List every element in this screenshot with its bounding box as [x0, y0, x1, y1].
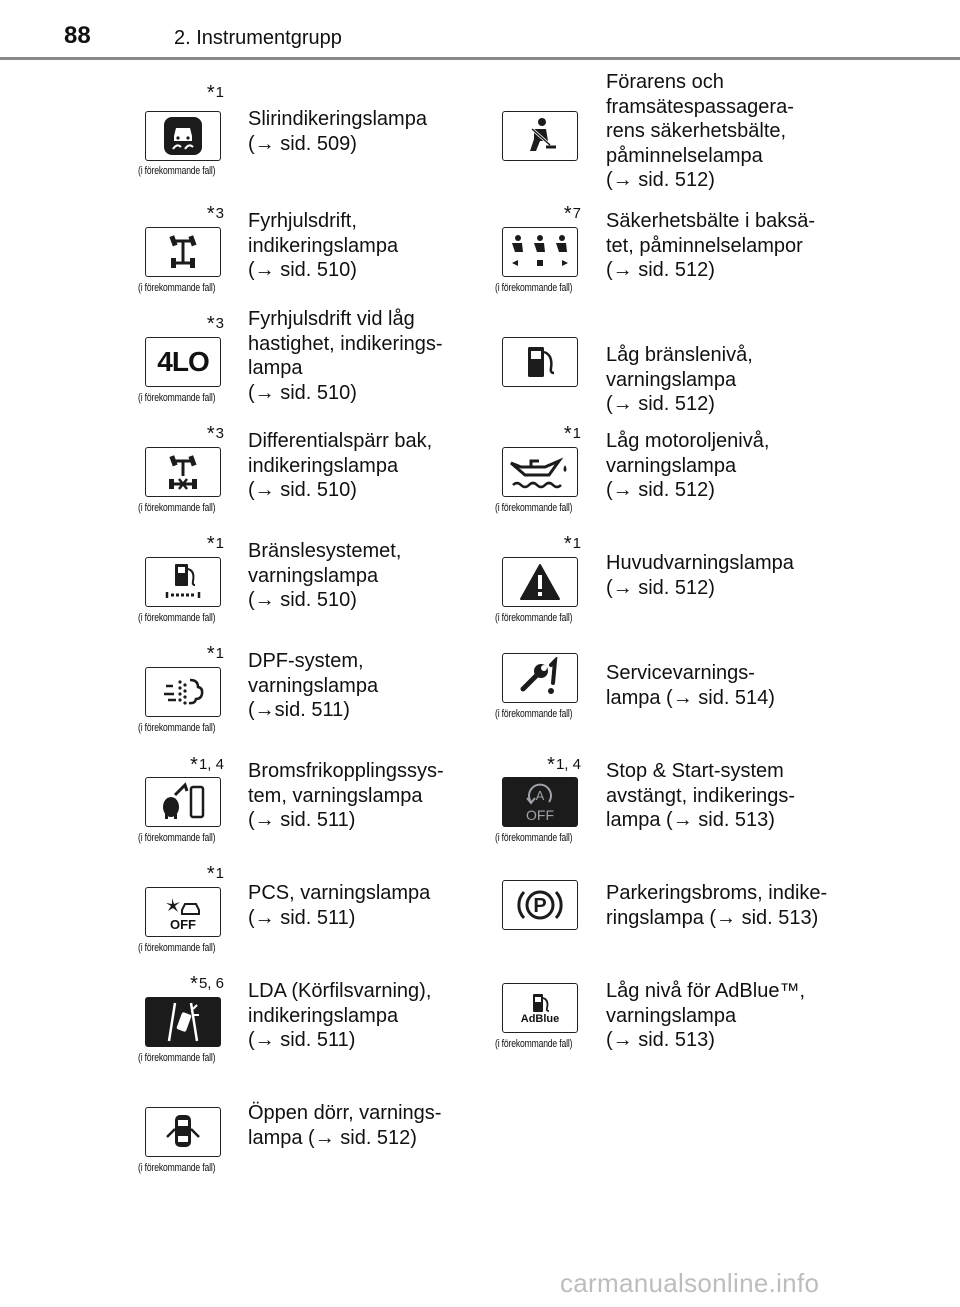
caption: (i förekommande fall)	[138, 1052, 216, 1064]
description: LDA (Körfilsvarning), indikeringslampa (→ sid. 511)	[248, 980, 432, 1051]
caption: (i förekommande fall)	[495, 832, 573, 844]
description: Låg bränslenivå, varningslampa (→ sid. 512)	[606, 344, 753, 415]
caption: (i förekommande fall)	[138, 832, 216, 844]
description: Servicevarnings- lampa (→ sid. 514)	[606, 662, 775, 709]
description: Slirindikeringslampa (→ sid. 509)	[248, 108, 427, 155]
footnote-marker: *1	[206, 863, 224, 885]
caption: (i förekommande fall)	[138, 165, 216, 177]
4lo-icon: 4LO	[145, 337, 221, 387]
footnote-marker: *3	[206, 423, 224, 445]
rear-diff-lock-icon	[145, 447, 221, 497]
description: PCS, varningslampa (→ sid. 511)	[248, 882, 431, 929]
brake-override-icon	[145, 777, 221, 827]
description: Parkeringsbroms, indike- ringslampa (→ sid. 513)	[606, 882, 828, 929]
rear-seatbelt-icon	[502, 227, 578, 277]
caption: (i förekommande fall)	[495, 708, 573, 720]
footnote-marker: *3	[206, 203, 224, 225]
page-number: 88	[64, 22, 91, 49]
pcs-off-icon: OFF	[145, 887, 221, 937]
seatbelt-icon	[502, 111, 578, 161]
description: Differentialspärr bak, indikeringslampa (→ sid. 510)	[248, 430, 433, 501]
description: Säkerhetsbälte i baksä- tet, påminnelselampor (→ sid. 512)	[606, 210, 816, 281]
caption: (i förekommande fall)	[138, 1162, 216, 1174]
description: Förarens och framsätespassagera- rens säkerhetsbälte, påminnelselampa (→ sid. 512)	[606, 71, 794, 191]
footnote-marker: *1	[206, 533, 224, 555]
watermark: carmanualsonline.info	[560, 1268, 820, 1298]
footnote-marker: *1, 4	[547, 754, 581, 776]
description: Fyrhjulsdrift vid låg hastighet, indikerings- lampa (→ sid. 510)	[248, 308, 443, 404]
page-header	[0, 0, 960, 60]
footnote-marker: *1	[206, 643, 224, 665]
svg-text:A: A	[535, 788, 545, 803]
description: Fyrhjulsdrift, indikeringslampa (→ sid. 510)	[248, 210, 399, 281]
description: Stop & Start-system avstängt, indikerings- lampa (→ sid. 513)	[606, 760, 795, 831]
svg-text:P: P	[533, 895, 547, 917]
description: Öppen dörr, varnings- lampa (→ sid. 512)	[248, 1102, 442, 1149]
caption: (i förekommande fall)	[138, 722, 216, 734]
caption: (i förekommande fall)	[138, 942, 216, 954]
low-oil-icon	[502, 447, 578, 497]
caption: (i förekommande fall)	[495, 1038, 573, 1050]
description: Bromsfrikopplingssys- tem, varningslampa (→ sid. 511)	[248, 760, 444, 831]
dpf-icon	[145, 667, 221, 717]
caption: (i förekommande fall)	[138, 612, 216, 624]
stop-start-off-icon: A OFF	[502, 777, 578, 827]
footnote-marker: *3	[206, 313, 224, 335]
footnote-marker: *1	[563, 533, 581, 555]
description: Låg motoroljenivå, varningslampa (→ sid. 512)	[606, 430, 770, 501]
caption: (i förekommande fall)	[138, 392, 216, 404]
description: Låg nivå för AdBlue™, varningslampa (→ sid. 513)	[606, 980, 806, 1051]
lda-icon	[145, 997, 221, 1047]
service-wrench-icon	[502, 653, 578, 703]
chapter-title: 2. Instrumentgrupp	[174, 27, 342, 49]
parking-brake-icon	[502, 880, 578, 930]
header-rule	[0, 57, 960, 60]
caption: (i förekommande fall)	[138, 282, 216, 294]
description: Bränslesystemet, varningslampa (→ sid. 510)	[248, 540, 402, 611]
four-wheel-drive-icon	[145, 227, 221, 277]
footnote-marker: *7	[563, 203, 581, 225]
description: Huvudvarningslampa (→ sid. 512)	[606, 552, 794, 599]
caption: (i förekommande fall)	[495, 502, 573, 514]
adblue-icon: AdBlue	[502, 983, 578, 1033]
footnote-marker: *1, 4	[190, 754, 224, 776]
fuel-system-icon	[145, 557, 221, 607]
master-warning-icon	[502, 557, 578, 607]
caption: (i förekommande fall)	[495, 612, 573, 624]
footnote-marker: *1	[563, 423, 581, 445]
low-fuel-icon	[502, 337, 578, 387]
footnote-marker: *5, 6	[190, 973, 224, 995]
footnote-marker: *1	[206, 82, 224, 104]
caption: (i förekommande fall)	[495, 282, 573, 294]
open-door-icon	[145, 1107, 221, 1157]
caption: (i förekommande fall)	[138, 502, 216, 514]
description: DPF-system, varningslampa (→sid. 511)	[248, 650, 379, 721]
slip-indicator-icon	[145, 111, 221, 161]
